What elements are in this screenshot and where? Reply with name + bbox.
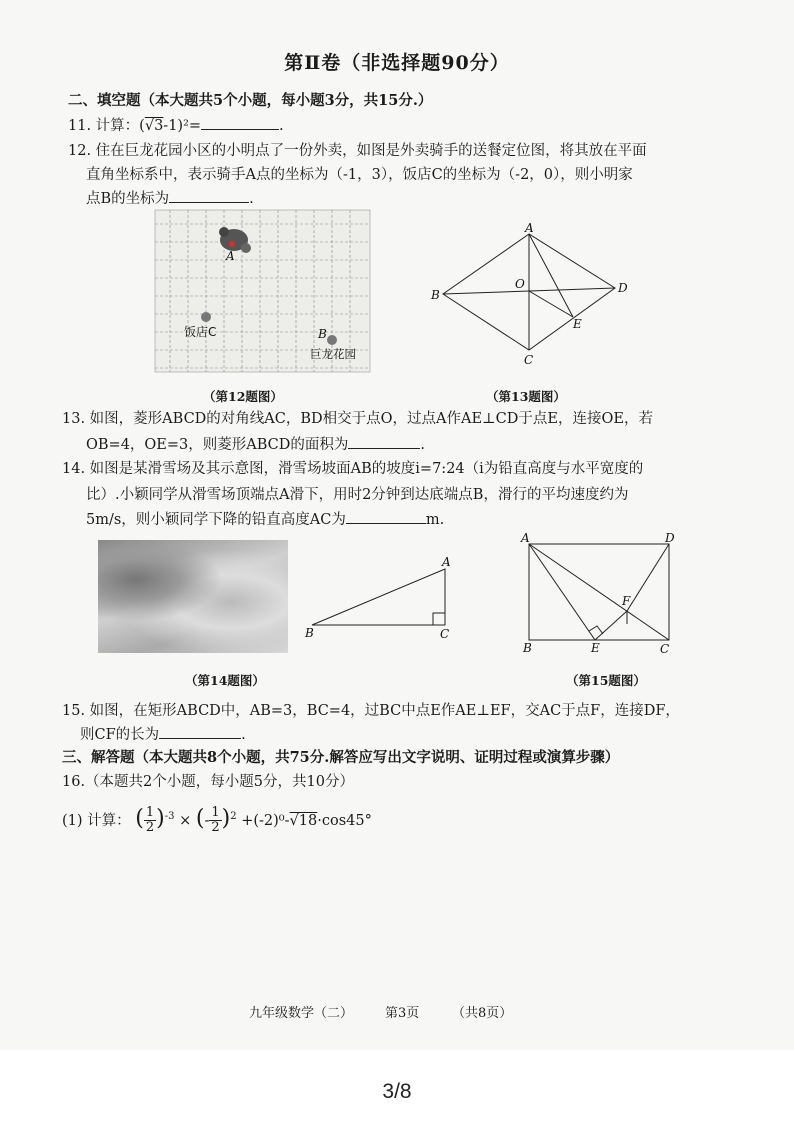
section-solution-heading: 三、解答题（本大题共8个小题，共75分.解答应写出文字说明、证明过程或演算步骤） [62, 749, 620, 766]
figure-15-rectangle [515, 532, 695, 657]
figure-13-rhombus [425, 222, 635, 367]
label-b: B [318, 327, 327, 341]
label-restaurant: 饭店C [184, 325, 217, 339]
label-c: C [524, 353, 534, 367]
figure-14-slope-triangle [300, 555, 465, 640]
fraction-1: $\frac{1}{2}$ [145, 805, 155, 836]
footer-subject: 九年级数学（二） [249, 1006, 354, 1021]
section-fill-blank-heading: 二、填空题（本大题共5个小题，每小题3分，共15分.） [68, 92, 433, 109]
answer-blank-11 [201, 115, 279, 130]
label-b: B [431, 288, 440, 302]
answer-blank-15 [159, 724, 241, 739]
label-d: D [665, 532, 675, 545]
label-a: A [521, 532, 530, 545]
question-16-part1: (1) 计算： ( $\frac{1}{2}$ )$^{-3}$ × (- $\frac{1}{2}$ )$^2$ +(-2)⁰-√18·cos45° [62, 805, 372, 836]
label-f: F [622, 594, 631, 608]
label-a: A [226, 249, 235, 263]
label-home: 巨龙花园 [310, 347, 356, 361]
caption-fig-15: （第15题图） [566, 673, 646, 688]
sqrt-3: √3 [144, 118, 164, 134]
question-14-line1: 14. 如图是某滑雪场及其示意图，滑雪场坡面AB的坡度i=7:24（i为铅直高度与水平宽度的 [62, 461, 644, 477]
question-16-heading: 16.（本题共2个小题，每小题5分，共10分） [62, 774, 354, 790]
page-indicator: 3/8 [382, 1080, 412, 1103]
answer-blank-13 [348, 434, 420, 449]
question-14-line3: 5m/s，则小颖同学下降的铅直高度AC为 m. [86, 508, 444, 529]
label-c: C [660, 642, 670, 656]
label-e: E [573, 317, 582, 331]
home-point [327, 335, 337, 345]
question-12-line2: 直角坐标系中，表示骑手A点的坐标为（-1，3），饭店C的坐标为（-2，0），则小明家 [86, 167, 633, 183]
figure-12-grid-map [150, 208, 375, 378]
label-d: D [618, 281, 628, 295]
label-a: A [442, 555, 451, 569]
restaurant-point [201, 312, 211, 322]
question-14-line2: 比）.小颖同学从滑雪场顶端点A滑下，用时2分钟到达底端点B，滑行的平均速度约为 [86, 487, 629, 503]
label-o: O [515, 277, 525, 291]
page-title: 第Ⅱ卷（非选择题90分） [284, 52, 510, 74]
ski-resort-photo [98, 540, 288, 653]
footer-page: 第3页 [385, 1006, 420, 1021]
footer-total: （共8页） [452, 1006, 513, 1021]
question-12-line1: 12. 住在巨龙花园小区的小明点了一份外卖，如图是外卖骑手的送餐定位图，将其放在平面 [68, 143, 647, 159]
question-11: 11. 计算：(√3-1)²= . [68, 114, 284, 135]
question-13-line1: 13. 如图，菱形ABCD的对角线AC，BD相交于点O，过点A作AE⊥CD于点E，连接OE，若 [62, 411, 653, 427]
question-15-line2: 则CF的长为 . [80, 723, 246, 744]
label-e: E [591, 641, 600, 655]
question-12-line3: 点B的坐标为 . [86, 187, 254, 208]
question-15-line1: 15. 如图，在矩形ABCD中，AB=3，BC=4，过BC中点E作AE⊥EF，交AC于点F，连接DF， [62, 703, 680, 719]
answer-blank-12 [169, 188, 249, 203]
sqrt-18: √18 [289, 812, 318, 829]
caption-fig-14: （第14题图） [185, 673, 265, 688]
question-13-line2: OB=4，OE=3，则菱形ABCD的面积为 . [86, 433, 425, 454]
label-c: C [440, 627, 450, 640]
label-a: A [525, 222, 534, 235]
label-b: B [523, 641, 532, 655]
label-b: B [305, 626, 314, 640]
answer-blank-14 [346, 509, 426, 524]
caption-fig-12: （第12题图） [203, 389, 283, 404]
fraction-2: $\frac{1}{2}$ [211, 805, 220, 836]
caption-fig-13: （第13题图） [486, 389, 566, 404]
